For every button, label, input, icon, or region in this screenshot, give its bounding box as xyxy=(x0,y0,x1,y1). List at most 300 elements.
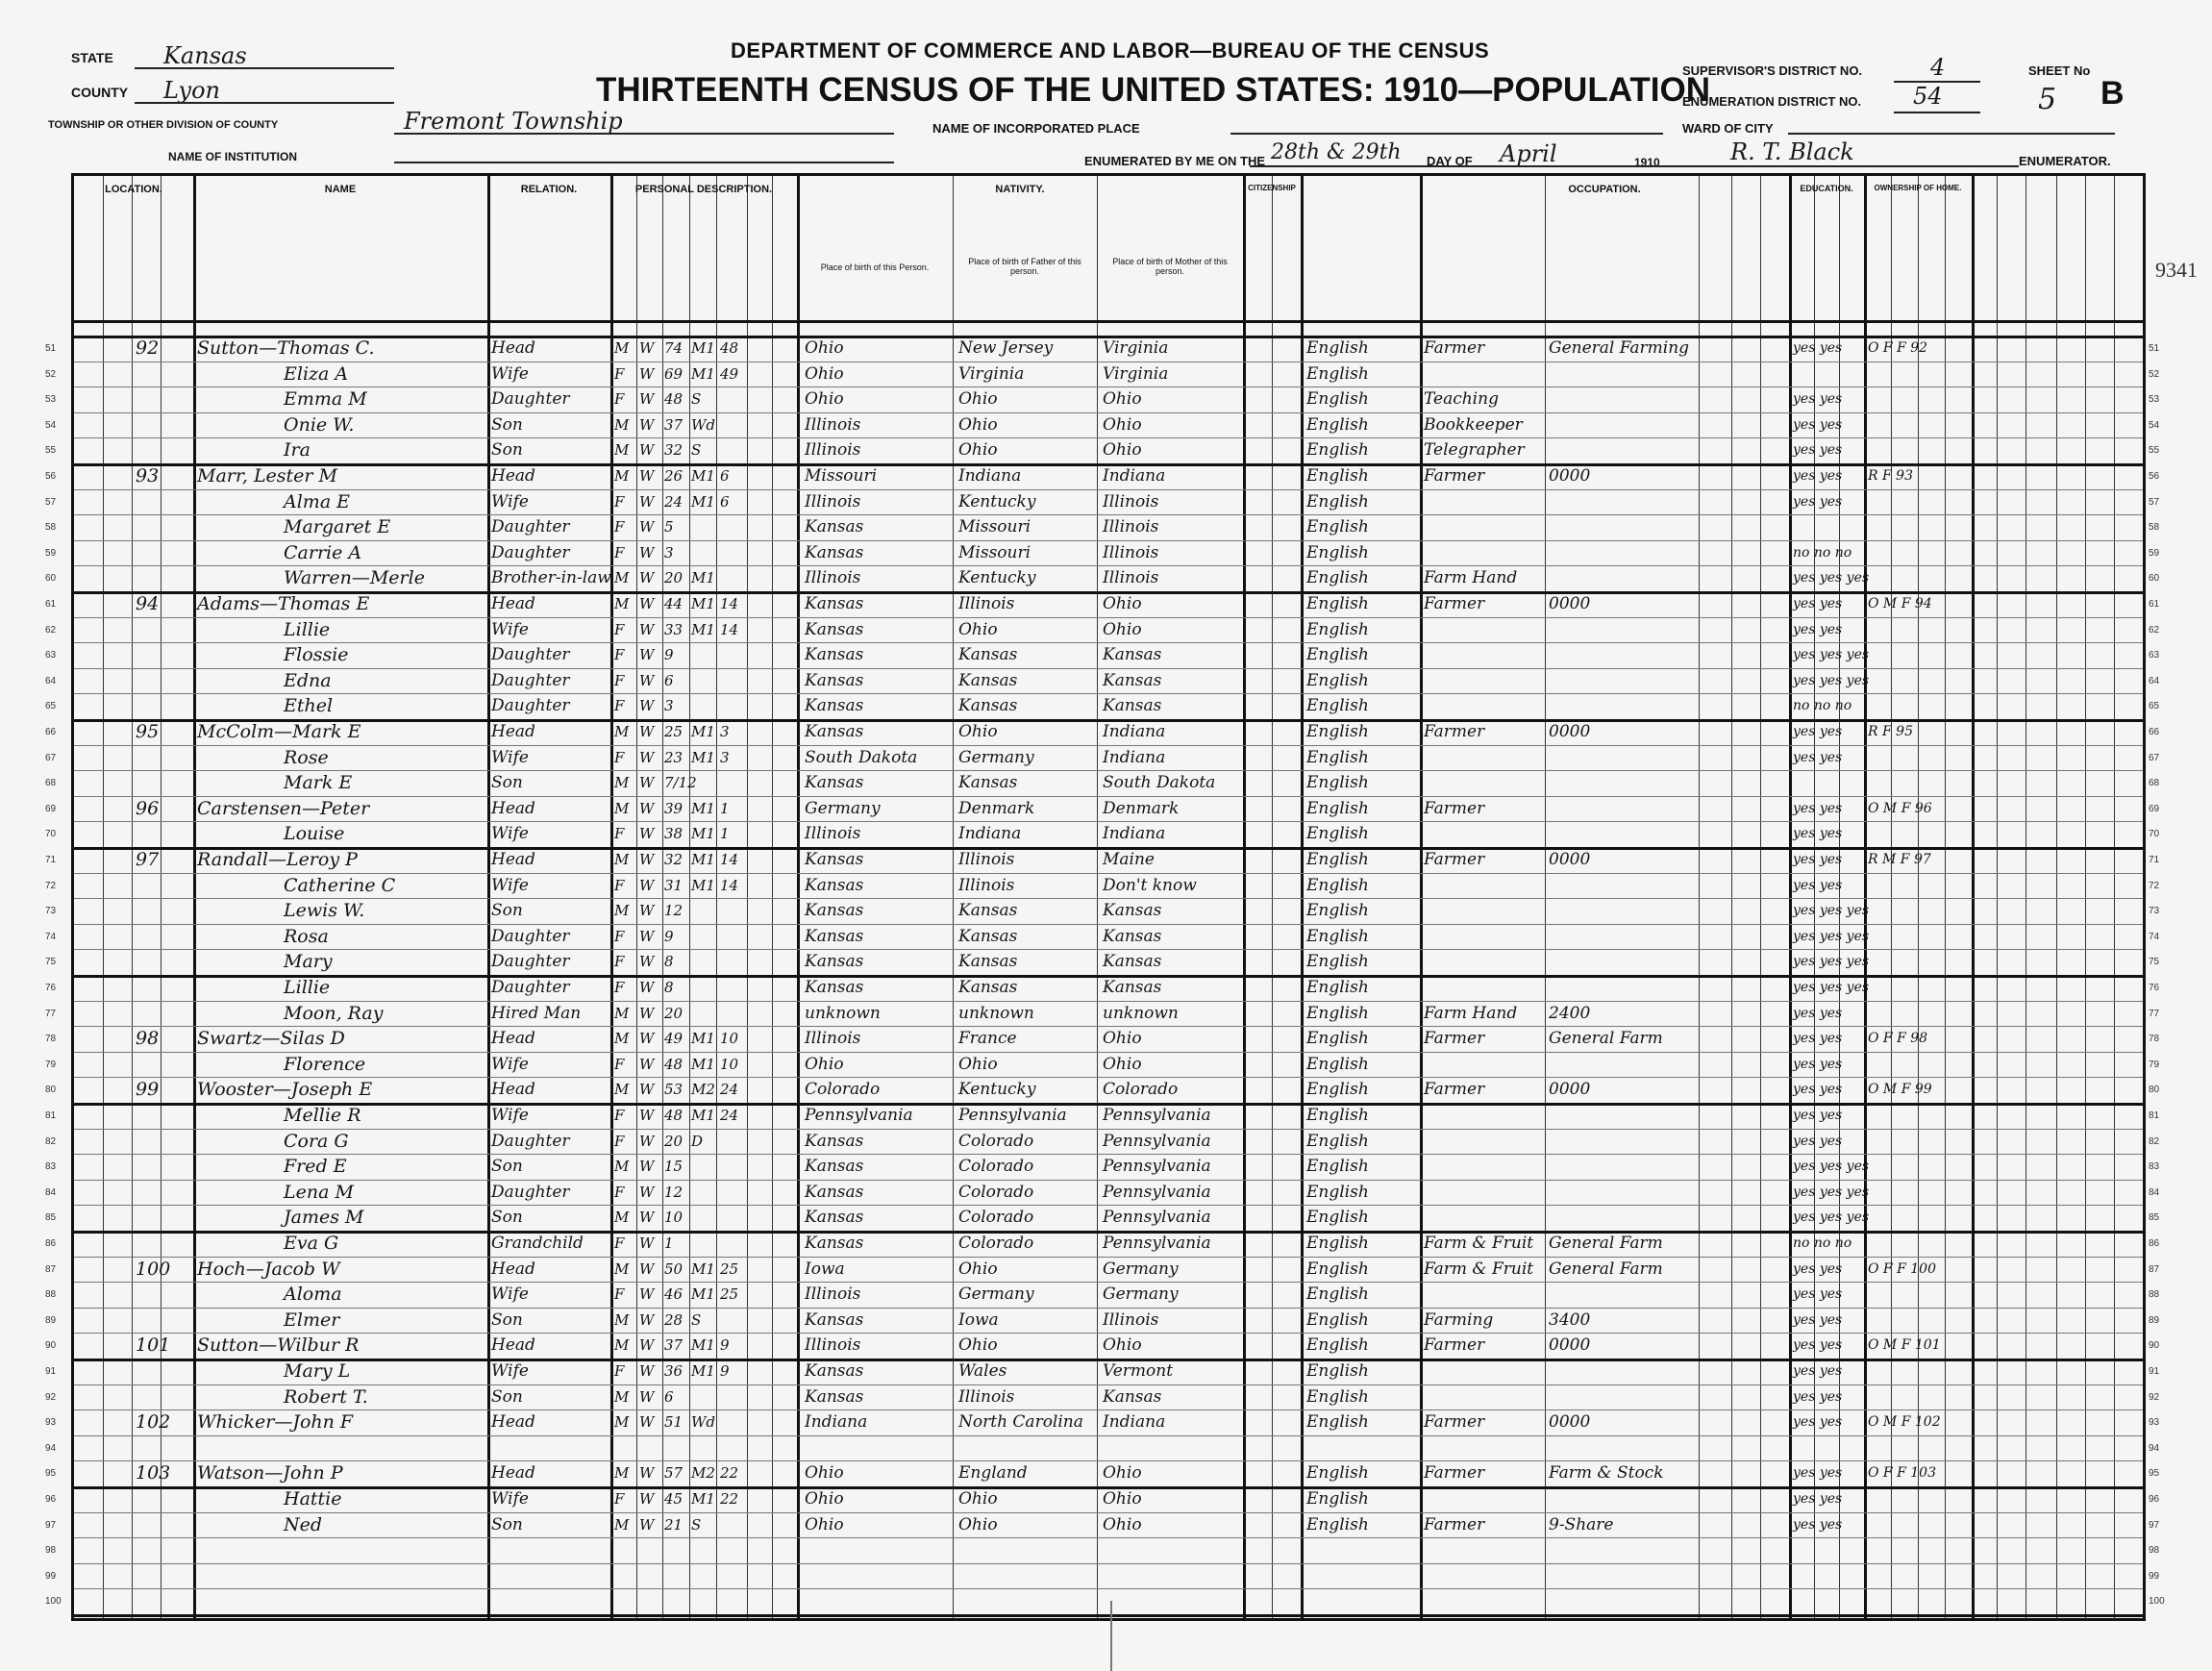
education: yes yes xyxy=(1793,852,1843,867)
occupation: Farmer xyxy=(1424,1463,1485,1484)
row-rule xyxy=(74,514,2143,515)
race: W xyxy=(639,1107,655,1124)
row-rule xyxy=(74,949,2143,950)
mother-birthplace: Ohio xyxy=(1103,440,1142,461)
row-rule xyxy=(74,1460,2143,1461)
birthplace: Ohio xyxy=(805,1054,844,1074)
father-birthplace: Indiana xyxy=(958,824,1022,844)
education: yes yes xyxy=(1793,391,1843,408)
birthplace: Indiana xyxy=(805,1412,868,1433)
marital-status: M1 xyxy=(691,1285,715,1304)
row-rule xyxy=(74,1435,2143,1436)
father-birthplace: Kentucky xyxy=(958,568,1036,588)
mother-birthplace: Pennsylvania xyxy=(1103,1157,1211,1177)
relation: Head xyxy=(491,798,535,818)
relation: Head xyxy=(491,1259,535,1279)
sex: M xyxy=(614,1515,630,1534)
line-number: 99 xyxy=(45,1570,57,1582)
industry: General Farm xyxy=(1549,1234,1663,1253)
line-number: 66 xyxy=(2149,727,2160,737)
father-birthplace: Colorado xyxy=(958,1234,1034,1253)
person-name: Mary L xyxy=(284,1360,351,1382)
father-birthplace: unknown xyxy=(958,1003,1034,1023)
mother-birthplace: Indiana xyxy=(1103,1412,1166,1433)
sex: M xyxy=(614,1413,630,1432)
age: 39 xyxy=(664,799,683,817)
years-married: 9 xyxy=(720,1362,730,1380)
family-number: 98 xyxy=(136,1028,160,1050)
relation: Head xyxy=(491,594,535,613)
language: English xyxy=(1306,952,1369,972)
father-birthplace: Kansas xyxy=(958,952,1018,972)
mother-birthplace: Indiana xyxy=(1103,466,1166,486)
mother-birthplace: Pennsylvania xyxy=(1103,1234,1211,1253)
line-number: 98 xyxy=(2149,1545,2160,1557)
ownership: R F 95 xyxy=(1868,724,1913,739)
education: yes yes xyxy=(1793,1260,1843,1277)
marital-status: M1 xyxy=(691,1362,715,1380)
marital-status: D xyxy=(691,1132,704,1150)
sex: F xyxy=(614,1362,625,1380)
mother-birthplace: Kansas xyxy=(1103,696,1162,716)
line-number: 52 xyxy=(45,368,57,380)
relation: Wife xyxy=(491,1106,529,1125)
line-number: 83 xyxy=(2149,1161,2160,1173)
family-number: 103 xyxy=(136,1462,171,1484)
line-number: 61 xyxy=(2149,599,2160,610)
relation: Wife xyxy=(491,1361,529,1381)
sex: F xyxy=(614,390,625,409)
line-number: 74 xyxy=(45,931,57,942)
line-number: 92 xyxy=(2149,1391,2160,1403)
education: yes yes xyxy=(1793,749,1843,765)
marital-status: M1 xyxy=(691,723,715,740)
birthplace: Kansas xyxy=(805,517,864,537)
age: 24 xyxy=(664,492,683,511)
line-number: 82 xyxy=(2149,1135,2160,1147)
language: English xyxy=(1306,1003,1369,1023)
person-name: Marr, Lester M xyxy=(197,465,338,486)
sex: F xyxy=(614,825,625,843)
sex: M xyxy=(614,1158,630,1176)
row-rule xyxy=(74,693,2143,694)
language: English xyxy=(1306,1029,1369,1049)
education: yes yes xyxy=(1793,1082,1843,1098)
birthplace: Kansas xyxy=(805,926,864,946)
row-rule xyxy=(74,1001,2143,1002)
education: yes yes xyxy=(1793,442,1843,459)
line-number: 88 xyxy=(2149,1289,2160,1301)
sex: M xyxy=(614,774,630,792)
family-number: 92 xyxy=(136,337,160,359)
father-birthplace: Ohio xyxy=(958,1489,998,1509)
years-married: 14 xyxy=(720,876,739,894)
line-number: 100 xyxy=(45,1596,62,1608)
birthplace-father-subheading: Place of birth of Father of this person. xyxy=(968,257,1081,276)
line-number: 60 xyxy=(2149,573,2160,585)
industry: 3400 xyxy=(1549,1309,1591,1330)
line-number: 69 xyxy=(45,803,57,814)
person-name: Catherine C xyxy=(284,874,396,896)
township-value: Fremont Township xyxy=(404,108,623,135)
race: W xyxy=(639,543,655,561)
father-birthplace: Ohio xyxy=(958,414,998,435)
language: English xyxy=(1306,466,1369,486)
years-married: 3 xyxy=(720,748,730,766)
age: 69 xyxy=(664,364,683,383)
relation: Wife xyxy=(491,619,529,639)
birthplace: Kansas xyxy=(805,901,864,921)
sex: M xyxy=(614,1464,630,1483)
years-married: 25 xyxy=(720,1285,739,1304)
mother-birthplace: Ohio xyxy=(1103,1054,1142,1074)
row-rule xyxy=(74,1077,2143,1078)
language: English xyxy=(1306,1386,1369,1407)
incorporated-place-label: NAME OF INCORPORATED PLACE xyxy=(932,121,1140,136)
education: yes yes xyxy=(1793,468,1843,484)
mother-birthplace: Pennsylvania xyxy=(1103,1182,1211,1202)
mother-birthplace: South Dakota xyxy=(1103,773,1216,793)
row-rule xyxy=(74,668,2143,669)
row-rule xyxy=(74,565,2143,566)
line-number: 55 xyxy=(45,445,57,457)
row-rule xyxy=(74,437,2143,438)
age: 32 xyxy=(664,851,683,868)
age: 9 xyxy=(664,646,674,664)
line-number: 72 xyxy=(45,880,57,891)
family-number: 97 xyxy=(136,849,160,870)
relation: Wife xyxy=(491,824,529,844)
education: yes yes xyxy=(1793,1363,1843,1379)
language: English xyxy=(1306,1284,1369,1305)
line-number: 80 xyxy=(45,1085,57,1096)
occupation: Farmer xyxy=(1424,1029,1485,1049)
education-heading: EDUCATION. xyxy=(1800,184,1853,193)
line-number: 55 xyxy=(2149,445,2160,457)
ownership-heading: OWNERSHIP OF HOME. xyxy=(1874,184,1962,192)
line-number: 71 xyxy=(45,855,57,865)
birthplace: Illinois xyxy=(805,1284,861,1305)
line-number: 89 xyxy=(45,1314,57,1326)
race: W xyxy=(639,1030,655,1048)
race: W xyxy=(639,1259,655,1278)
line-number: 59 xyxy=(2149,547,2160,559)
line-number: 51 xyxy=(2149,343,2160,354)
sex: M xyxy=(614,1336,630,1355)
line-number: 64 xyxy=(2149,675,2160,686)
education: yes yes xyxy=(1793,1031,1843,1047)
mother-birthplace: Virginia xyxy=(1103,363,1169,384)
relation: Daughter xyxy=(491,542,570,562)
enumerator-label: ENUMERATOR. xyxy=(2019,154,2111,168)
relation: Wife xyxy=(491,1054,529,1074)
relation: Son xyxy=(491,901,523,921)
township-label: TOWNSHIP OR OTHER DIVISION OF COUNTY xyxy=(48,119,279,131)
age: 48 xyxy=(664,390,683,409)
education: yes yes xyxy=(1793,1337,1843,1354)
sex: M xyxy=(614,799,630,817)
birthplace: Ohio xyxy=(805,389,844,410)
age: 20 xyxy=(664,1004,683,1022)
birthplace: Ohio xyxy=(805,1463,844,1484)
father-birthplace: Ohio xyxy=(958,1335,998,1356)
birthplace: Kansas xyxy=(805,722,864,741)
education: yes yes xyxy=(1793,1286,1843,1303)
sex: F xyxy=(614,492,625,511)
line-number: 97 xyxy=(45,1519,57,1531)
sex: F xyxy=(614,697,625,715)
age: 37 xyxy=(664,415,683,434)
age: 74 xyxy=(664,339,683,357)
sex: F xyxy=(614,876,625,894)
line-number: 54 xyxy=(45,419,57,431)
line-number: 73 xyxy=(2149,906,2160,917)
mother-birthplace: Illinois xyxy=(1103,542,1159,562)
occupation: Farmer xyxy=(1424,798,1485,818)
language: English xyxy=(1306,670,1369,690)
years-married: 22 xyxy=(720,1490,739,1508)
race: W xyxy=(639,927,655,945)
sex: M xyxy=(614,723,630,740)
birthplace: Kansas xyxy=(805,670,864,690)
age: 31 xyxy=(664,876,683,894)
father-birthplace: Iowa xyxy=(958,1309,999,1330)
row-rule xyxy=(74,898,2143,899)
race: W xyxy=(639,979,655,996)
person-name: Ned xyxy=(284,1513,323,1535)
line-number: 75 xyxy=(2149,957,2160,968)
education: yes yes xyxy=(1793,621,1843,637)
industry: 0000 xyxy=(1549,466,1591,486)
language: English xyxy=(1306,1361,1369,1381)
language: English xyxy=(1306,517,1369,537)
row-rule xyxy=(74,796,2143,797)
sheet-label: SHEET No xyxy=(2028,63,2091,78)
race: W xyxy=(639,1310,655,1329)
occupation: Farm Hand xyxy=(1424,1003,1518,1023)
family-number: 95 xyxy=(136,721,160,742)
birthplace: Kansas xyxy=(805,875,864,895)
marital-status: S xyxy=(691,441,702,460)
line-number: 67 xyxy=(2149,752,2160,763)
marital-status: M1 xyxy=(691,569,715,587)
line-number: 75 xyxy=(45,957,57,968)
enumerator-signature: R. T. Black xyxy=(1730,138,1854,165)
line-number: 90 xyxy=(45,1340,57,1352)
mother-birthplace: Indiana xyxy=(1103,722,1166,741)
father-birthplace: Germany xyxy=(958,1284,1034,1305)
race: W xyxy=(639,851,655,868)
marital-status: Wd xyxy=(691,415,716,434)
language: English xyxy=(1306,901,1369,921)
relation: Wife xyxy=(491,363,529,384)
father-birthplace: Missouri xyxy=(958,517,1031,537)
person-name: Lena M xyxy=(284,1181,354,1203)
person-name: Elmer xyxy=(284,1309,340,1331)
month-value: April xyxy=(1500,140,1557,167)
age: 28 xyxy=(664,1310,683,1329)
line-number: 63 xyxy=(2149,650,2160,661)
relation: Daughter xyxy=(491,1131,570,1151)
language: English xyxy=(1306,747,1369,767)
race: W xyxy=(639,1515,655,1534)
age: 37 xyxy=(664,1336,683,1355)
education: yes yes xyxy=(1793,877,1843,893)
age: 20 xyxy=(664,1132,683,1150)
sex: M xyxy=(614,339,630,357)
father-birthplace: France xyxy=(958,1029,1017,1049)
years-married: 3 xyxy=(720,723,730,740)
line-number: 92 xyxy=(45,1391,57,1403)
line-number: 84 xyxy=(2149,1186,2160,1198)
family-number: 94 xyxy=(136,593,160,614)
relation: Head xyxy=(491,722,535,741)
industry: 0000 xyxy=(1549,722,1591,741)
language: English xyxy=(1306,1182,1369,1202)
mother-birthplace: Maine xyxy=(1103,850,1155,869)
line-number: 94 xyxy=(45,1442,57,1454)
mother-birthplace: Ohio xyxy=(1103,414,1142,435)
sex: F xyxy=(614,671,625,689)
line-number: 62 xyxy=(2149,624,2160,636)
race: W xyxy=(639,1004,655,1022)
father-birthplace: Ohio xyxy=(958,1514,998,1534)
birthplace: unknown xyxy=(805,1003,881,1023)
relation: Head xyxy=(491,1412,535,1433)
language: English xyxy=(1306,1131,1369,1151)
ownership: O M F 99 xyxy=(1868,1082,1932,1098)
mother-birthplace: Vermont xyxy=(1103,1361,1174,1381)
race: W xyxy=(639,1081,655,1099)
father-birthplace: Virginia xyxy=(958,363,1025,384)
age: 32 xyxy=(664,441,683,460)
age: 8 xyxy=(664,953,674,971)
marital-status: M1 xyxy=(691,1259,715,1278)
age: 12 xyxy=(664,1183,683,1201)
race: W xyxy=(639,723,655,740)
person-name: Lewis W. xyxy=(284,900,365,922)
sex: M xyxy=(614,1387,630,1406)
county-label: COUNTY xyxy=(71,85,129,100)
occupation: Telegrapher xyxy=(1424,440,1525,461)
sex: F xyxy=(614,953,625,971)
relation: Brother-in-law xyxy=(491,568,611,588)
industry: Farm & Stock xyxy=(1549,1463,1664,1484)
person-name: Warren—Merle xyxy=(284,567,425,589)
years-married: 48 xyxy=(720,339,739,357)
industry: General Farming xyxy=(1549,338,1690,358)
language: English xyxy=(1306,1489,1369,1509)
marital-status: M1 xyxy=(691,595,715,612)
line-number: 74 xyxy=(2149,931,2160,942)
mother-birthplace: Germany xyxy=(1103,1284,1179,1305)
father-birthplace: Germany xyxy=(958,747,1034,767)
ownership: O M F 94 xyxy=(1868,596,1932,611)
language: English xyxy=(1306,338,1369,358)
language: English xyxy=(1306,926,1369,946)
line-number: 53 xyxy=(2149,394,2160,406)
race: W xyxy=(639,518,655,536)
age: 12 xyxy=(664,902,683,920)
language: English xyxy=(1306,1106,1369,1125)
ownership: O F F 100 xyxy=(1868,1260,1936,1277)
father-birthplace: Illinois xyxy=(958,1386,1015,1407)
occupation: Farm & Fruit xyxy=(1424,1234,1534,1253)
year-value: 1910 xyxy=(1634,156,1660,169)
relation: Head xyxy=(491,1463,535,1484)
row-rule xyxy=(74,1052,2143,1053)
line-number: 57 xyxy=(2149,496,2160,508)
person-name: Louise xyxy=(284,823,345,845)
marital-status: M1 xyxy=(691,1055,715,1073)
age: 44 xyxy=(664,595,683,612)
relation: Wife xyxy=(491,491,529,511)
sex: F xyxy=(614,1490,625,1508)
department-heading: DEPARTMENT OF COMMERCE AND LABOR—BUREAU OF THE CENSUS xyxy=(731,38,1490,62)
birthplace-person-subheading: Place of birth of this Person. xyxy=(820,262,930,272)
person-name: Sutton—Wilbur R xyxy=(197,1334,360,1357)
birthplace: Kansas xyxy=(805,1131,864,1151)
row-rule xyxy=(74,1537,2143,1538)
person-name: McColm—Mark E xyxy=(197,721,361,742)
birthplace: Illinois xyxy=(805,491,861,511)
education: yes yes xyxy=(1793,1108,1843,1123)
language: English xyxy=(1306,619,1369,639)
line-number: 69 xyxy=(2149,803,2160,814)
occupation: Farmer xyxy=(1424,338,1485,358)
father-birthplace: New Jersey xyxy=(958,338,1054,358)
education: yes yes xyxy=(1793,1491,1843,1507)
race: W xyxy=(639,902,655,920)
sex: M xyxy=(614,467,630,485)
years-married: 10 xyxy=(720,1055,739,1073)
father-birthplace: Kansas xyxy=(958,670,1018,690)
language: English xyxy=(1306,1259,1369,1279)
enumeration-label: ENUMERATION DISTRICT NO. xyxy=(1682,94,1862,109)
age: 57 xyxy=(664,1464,683,1483)
language: English xyxy=(1306,1514,1369,1534)
language: English xyxy=(1306,722,1369,741)
citizenship-heading: CITIZENSHIP xyxy=(1248,184,1296,192)
language: English xyxy=(1306,440,1369,461)
education: yes yes yes xyxy=(1793,570,1870,586)
sex: M xyxy=(614,851,630,868)
mother-birthplace: Pennsylvania xyxy=(1103,1106,1211,1125)
mother-birthplace: Indiana xyxy=(1103,747,1166,767)
birthplace: Kansas xyxy=(805,594,864,613)
education: yes yes yes xyxy=(1793,1184,1870,1200)
line-number: 76 xyxy=(45,983,57,993)
row-rule xyxy=(74,642,2143,643)
person-name: Hattie xyxy=(284,1488,342,1509)
race: W xyxy=(639,1464,655,1483)
line-number: 79 xyxy=(2149,1059,2160,1070)
relation: Wife xyxy=(491,875,529,895)
sheet-side: B xyxy=(2100,75,2125,112)
person-name: Swartz—Silas D xyxy=(197,1028,345,1050)
father-birthplace: Pennsylvania xyxy=(958,1106,1067,1125)
mother-birthplace: Ohio xyxy=(1103,594,1142,613)
mother-birthplace: Ohio xyxy=(1103,1029,1142,1049)
family-number: 96 xyxy=(136,797,160,819)
sex: F xyxy=(614,620,625,638)
person-name: Margaret E xyxy=(284,516,391,538)
sex: F xyxy=(614,1107,625,1124)
birthplace: Illinois xyxy=(805,1335,861,1356)
father-birthplace: Ohio xyxy=(958,389,998,410)
race: W xyxy=(639,799,655,817)
industry: 0000 xyxy=(1549,1412,1591,1433)
